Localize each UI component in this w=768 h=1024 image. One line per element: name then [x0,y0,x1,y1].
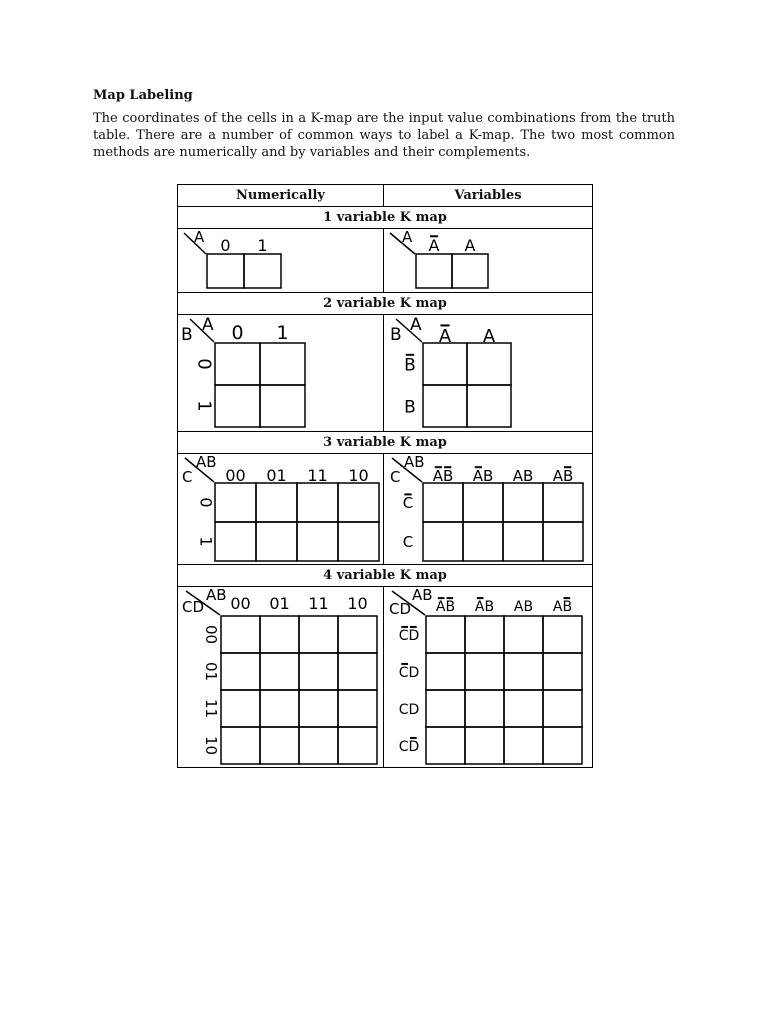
kmap-3-variable-grid [423,483,583,561]
kmap-4-variable-row-label: CD [398,627,420,644]
kmap-2-numeric-cell [260,343,305,385]
kmap-4-variable-corner-top-label: AB [412,587,433,604]
kmap-2-variable-cell [467,385,511,427]
kmap-4-variable-cell [426,616,465,653]
kmap-4-variable-row-label: CD [398,664,420,681]
kmap-2-numeric-corner-top-label: A [202,315,214,335]
kmap-4-numeric-cell [338,727,377,764]
section-title-1-var: 1 variable K map [178,207,593,229]
kmap-4-variable-col-label: AB [552,599,573,615]
kmap-4-numeric-cell [221,653,260,690]
kmap-3-variable-cell [503,522,543,561]
intro-paragraph: The coordinates of the cells in a K-map are the input value combinations from the truth table. There are a number of common ways to label a K-map. The two most common methods are numerically and by variables and their complements. [93,111,675,160]
kmap-3-var-variables [384,454,592,564]
kmap-4-variable-cell [426,727,465,764]
kmap-1-variable-grid [416,254,488,288]
kmap-4-variable-col-label: AB [513,599,534,615]
kmap-2-variable-row-label: B [404,355,416,376]
kmap-4-numeric-cell [260,690,299,727]
kmap-3-numeric-cell [297,522,338,561]
kmap-3-numeric-corner-top-label: AB [196,454,217,471]
kmap-4-numeric-corner-left-label: CD [182,598,205,616]
kmap-4-numeric-cell [299,690,338,727]
kmap-2-variable-cell [423,343,467,385]
kmap-1-variable-cell [416,254,452,288]
kmap-3-numeric-col-label: 01 [266,466,287,485]
kmap-4-variable-col-label: AB [435,599,456,615]
table-header-row [178,185,593,207]
kmap-2-variable-cell [467,343,511,385]
kmap-2-var-numeric [178,315,383,431]
kmap-2-variable-col-label: A [438,326,452,347]
kmap-1-numeric-cell [244,254,281,288]
section-heading: Map Labeling [93,88,193,103]
kmap-1-var-numeric [178,229,383,292]
section-title-2-var: 2 variable K map [178,293,593,315]
kmap-4-numeric-col-label: 00 [230,594,251,613]
kmap-3-variable-cell [543,483,583,522]
kmap-4-numeric-cell [338,653,377,690]
kmap-1-var-variables [384,229,592,292]
kmap-4-numeric-row-label: 11 [202,698,220,719]
kmap-3-variable-cell [423,483,463,522]
kmap-1-variable-col-label: A [464,236,476,255]
kmap-4-variable-row-label: CD [398,701,420,718]
kmap-3-numeric-col-label: 10 [348,466,369,485]
kmap-3-numeric-cell [338,483,379,522]
header-numerically: Numerically [178,185,384,207]
kmap-1-variable-cell [452,254,488,288]
kmap-4-numeric-cell [221,616,260,653]
kmap-4-numeric-cell [299,727,338,764]
kmap-3-variable-row-label: C [402,494,414,513]
kmap-3-variable-cell [503,483,543,522]
kmap-4-variable-cell [543,690,582,727]
kmap-4-variable-col-label: AB [474,599,495,615]
kmap-4-variable-cell [426,690,465,727]
kmap-3-variable-cell [543,522,583,561]
kmap-4-variable-cell [426,653,465,690]
kmap-3-numeric-cell [297,483,338,522]
kmap-1-numeric-col-label: 1 [257,236,268,255]
kmap-4-variable-cell [465,653,504,690]
kmap-3-numeric-grid [215,483,379,561]
kmap-3-variable-cell [463,483,503,522]
kmap-3-variable-col-label: AB [512,467,534,485]
kmap-2-numeric-col-label: 1 [276,322,289,344]
kmap-4-variable-grid [426,616,582,764]
kmap-4-numeric-cell [221,727,260,764]
kmap-1-numeric-grid [207,254,281,288]
kmap-2-numeric-col-label: 0 [231,322,244,344]
kmap-3-numeric-cell [215,522,256,561]
kmap-2-variable-corner-left-label: B [390,325,402,345]
kmap-4-numeric-cell [299,616,338,653]
kmap-4-variable-cell [504,690,543,727]
kmap-4-numeric-cell [338,690,377,727]
kmap-3-variable-row-label: C [402,533,414,552]
kmap-3-numeric-cell [256,522,297,561]
kmap-4-numeric-row-label: 01 [202,661,220,682]
kmap-4-variable-cell [543,653,582,690]
kmap-4-numeric-cell [260,616,299,653]
section-title-3-var: 3 variable K map [178,432,593,454]
section-title-4-var: 4 variable K map [178,565,593,587]
kmap-2-numeric-cell [215,385,260,427]
kmap-2-numeric-cell [260,385,305,427]
kmap-3-numeric-row-label: 1 [196,536,216,547]
kmap-4-variable-row-label: CD [398,738,420,755]
kmap-4-variable-cell [504,653,543,690]
kmap-labeling-table [177,184,593,768]
kmap-4-variable-cell [543,616,582,653]
kmap-2-numeric-row-label: 0 [193,358,215,370]
kmap-4-numeric-cell [260,727,299,764]
kmap-3-variable-col-label: AB [432,467,454,485]
kmap-4-variable-cell [465,727,504,764]
kmap-2-variable-row-label: B [404,397,416,418]
kmap-2-numeric-corner-left-label: B [181,325,193,345]
kmap-4-variable-corner-left-label: CD [389,600,412,618]
kmap-4-variable-cell [504,616,543,653]
kmap-2-variable-grid [423,343,511,427]
kmap-4-numeric-col-label: 11 [308,594,329,613]
kmap-3-numeric-corner-left-label: C [182,468,193,486]
kmap-3-numeric-cell [338,522,379,561]
kmap-3-variable-col-label: AB [552,467,574,485]
kmap-2-numeric-row-label: 1 [193,400,215,412]
kmap-2-variable-corner-top-label: A [410,315,422,335]
kmap-4-numeric-col-label: 01 [269,594,290,613]
kmap-3-numeric-cell [215,483,256,522]
kmap-4-variable-cell [465,690,504,727]
kmap-4-variable-cell [504,727,543,764]
kmap-2-numeric-cell [215,343,260,385]
header-variables: Variables [384,185,593,207]
kmap-4-numeric-cell [299,653,338,690]
kmap-4-var-variables [384,587,592,767]
kmap-4-numeric-grid [221,616,377,764]
kmap-3-numeric-cell [256,483,297,522]
kmap-1-variable-corner-top-label: A [402,229,413,246]
kmap-1-numeric-cell [207,254,244,288]
kmap-2-variable-cell [423,385,467,427]
kmap-3-variable-cell [423,522,463,561]
kmap-2-var-variables [384,315,592,431]
kmap-4-numeric-row-label: 00 [202,624,220,645]
kmap-1-numeric-col-label: 0 [220,236,231,255]
kmap-3-numeric-col-label: 11 [307,466,328,485]
kmap-3-variable-corner-left-label: C [390,468,401,486]
kmap-4-numeric-cell [260,653,299,690]
kmap-3-variable-col-label: AB [472,467,494,485]
kmap-4-numeric-corner-top-label: AB [206,587,227,604]
kmap-4-variable-cell [465,616,504,653]
kmap-1-numeric-corner-top-label: A [194,229,205,246]
kmap-3-variable-corner-top-label: AB [404,454,425,471]
kmap-3-variable-cell [463,522,503,561]
kmap-3-numeric-row-label: 0 [196,497,216,508]
kmap-4-numeric-row-label: 10 [202,735,220,756]
kmap-3-numeric-col-label: 00 [225,466,246,485]
kmap-1-variable-col-label: A [428,236,440,255]
kmap-4-numeric-col-label: 10 [347,594,368,613]
kmap-4-variable-cell [543,727,582,764]
kmap-2-numeric-grid [215,343,305,427]
kmap-4-var-numeric [178,587,383,767]
kmap-4-numeric-cell [338,616,377,653]
kmap-4-numeric-cell [221,690,260,727]
kmap-2-variable-col-label: A [482,326,496,347]
kmap-3-var-numeric [178,454,383,564]
